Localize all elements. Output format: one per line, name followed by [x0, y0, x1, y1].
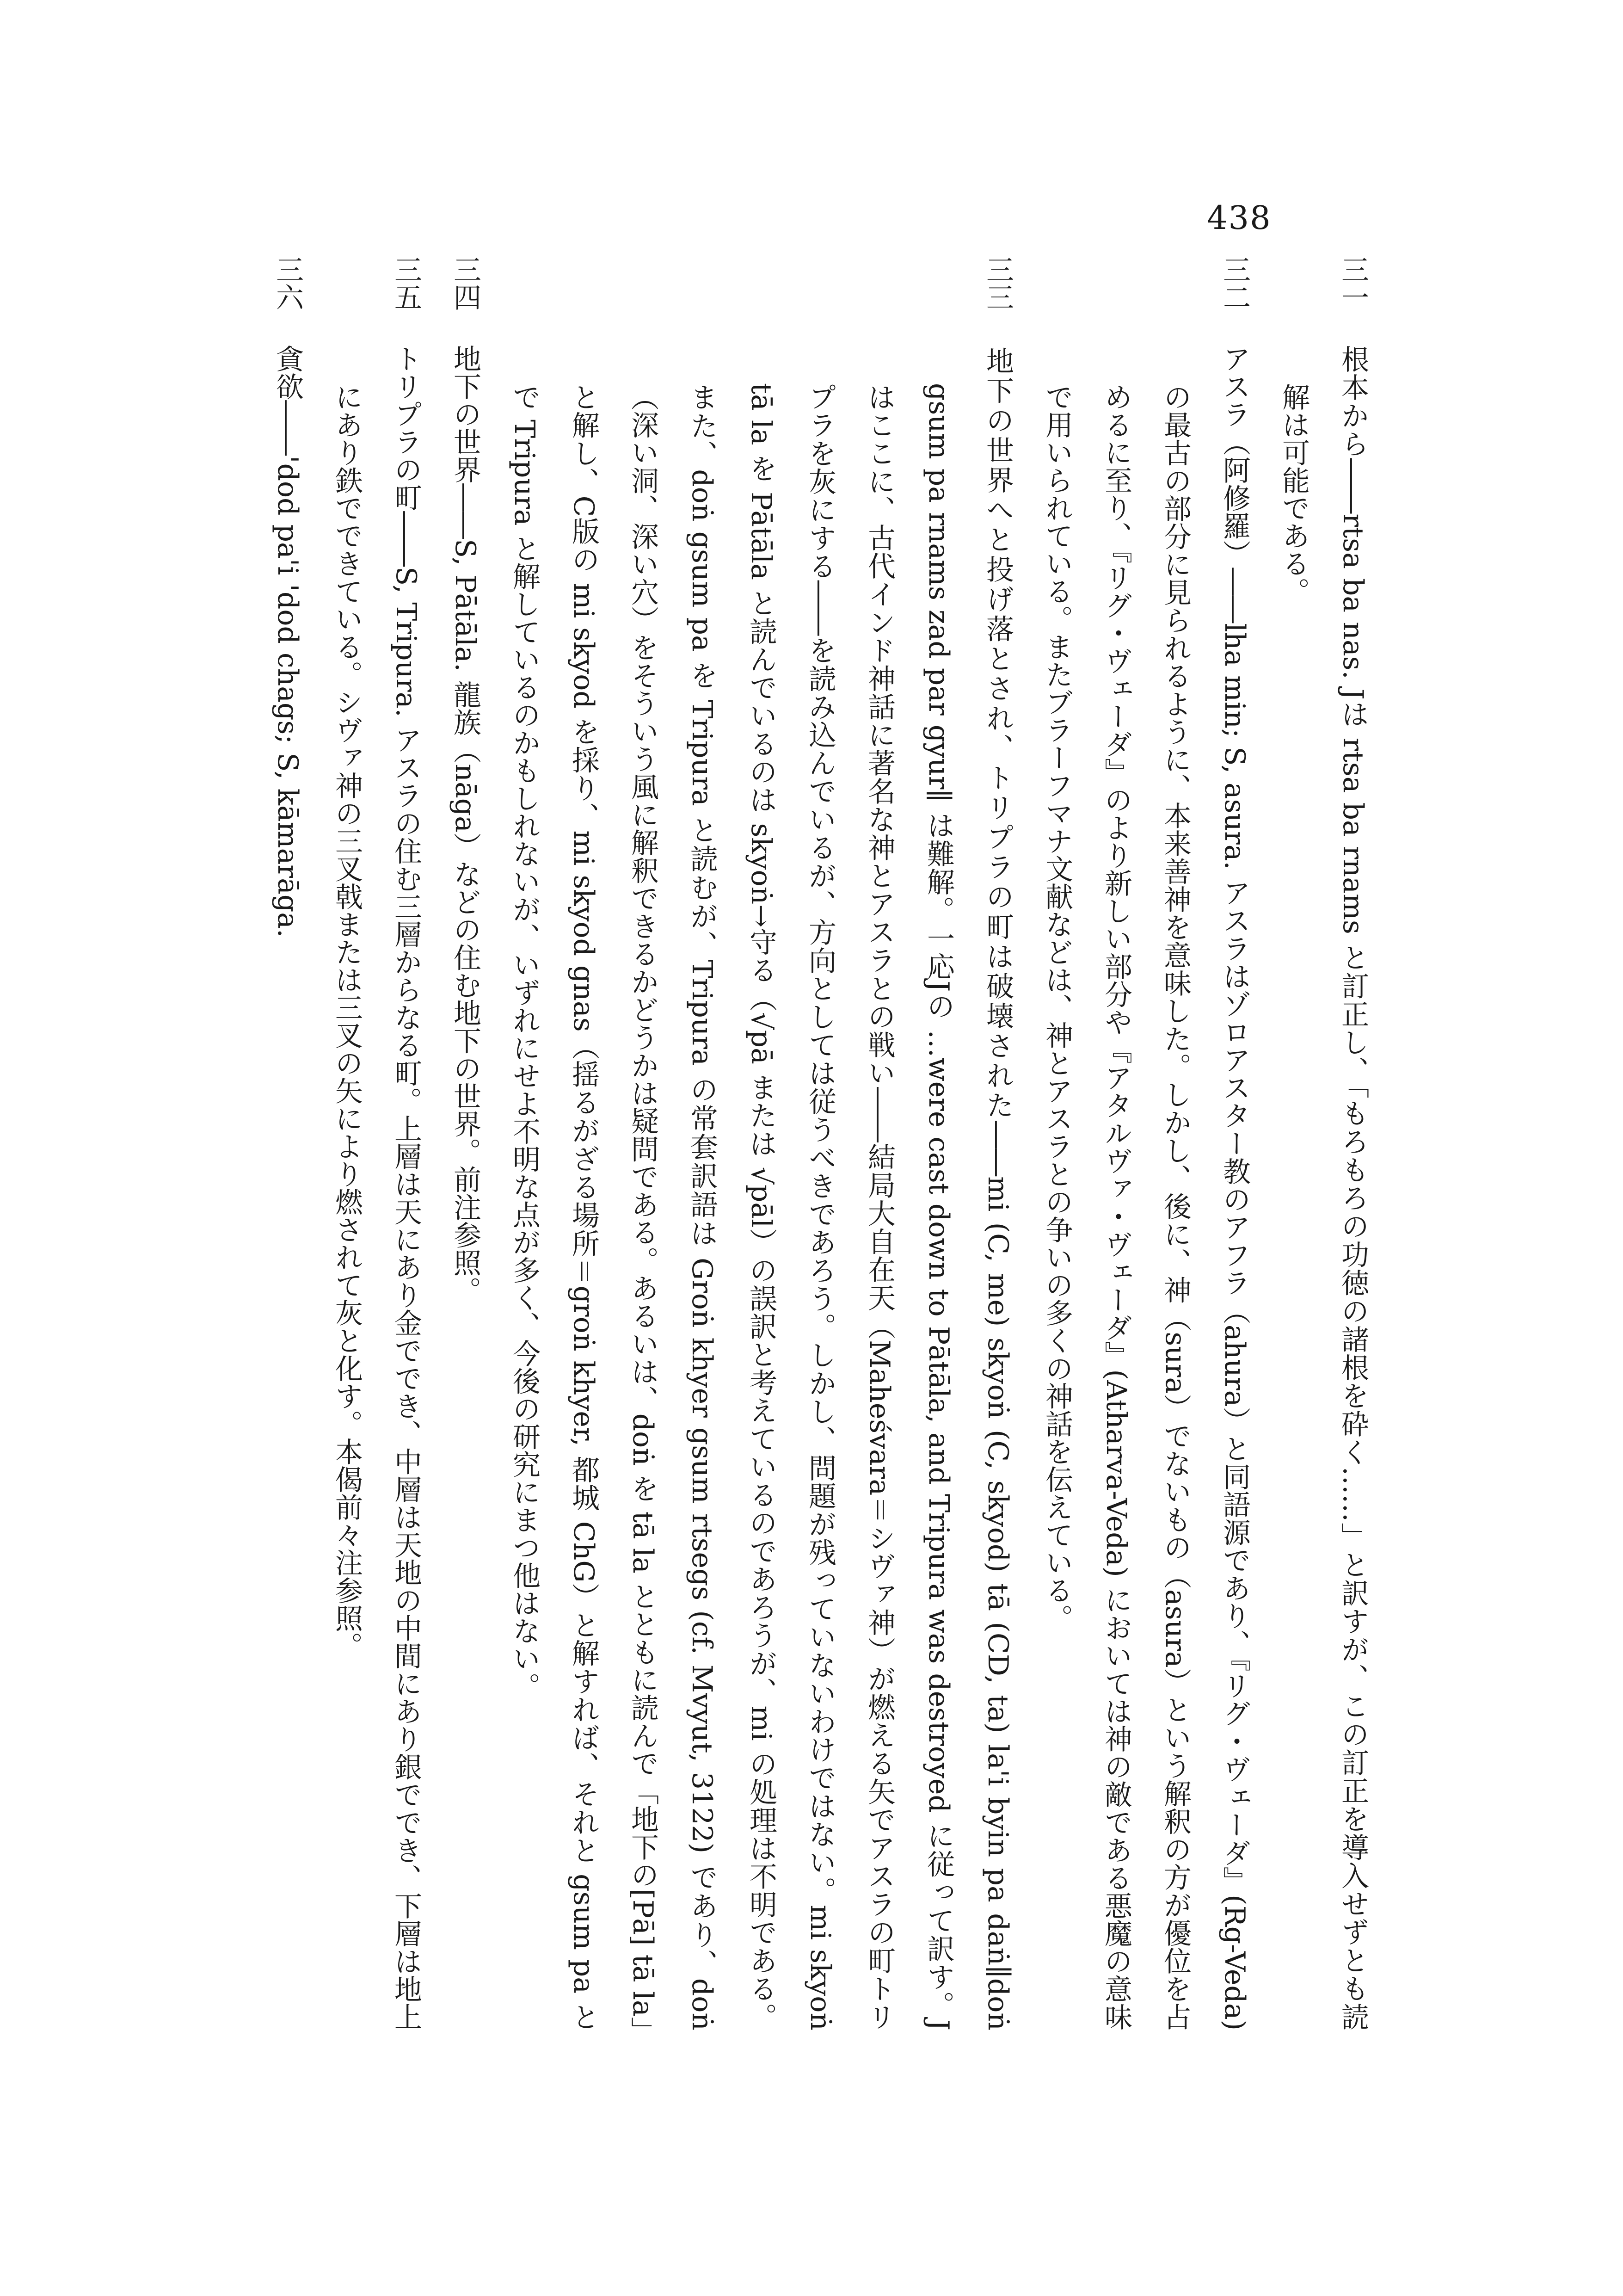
note: 三三 地下の世界へと投げ落とされ、トリプラの町は破壊された――mi (C, me) skyoṅ (C, skyod) tā (CD, ta) la'i byin pa daṅ∥doṅ gsum pa rnams zad par gyur∥ は難解。一応Jの …were cast down to Pātāla, and Tripura was destroyed に従って訳す。Jはここに、古代インド神話に著名な神とアスラとの戦い――結局大自在天（Maheśvara＝シヴァ神）が燃える矢でアスラの町トリプラを灰にする――を読み込んでいるが、方向としては従うべきであろう。しかし、問題が残っていないわけではない。mi skyoṅ tā la を Pātāla と読んでいるのは skyoṅ→守る（√pā または √pāl）の誤訳と考えているのであろうが、mi の処理は不明である。また、doṅ gsum pa を Tripura と読むが、Tripura の常套訳語は Groṅ khyer gsum rtsegs (cf. Mvyut, 3122) であり、doṅ（深い洞、深い穴）をそういう風に解釈できるかどうかは疑問である。あるいは、doṅ を tā la とともに読んで「地下の[Pā] tā la」と解し、C版の mi skyod を採り、mi skyod gnas（揺るがざる場所＝groṅ khyer, 都城 ChG）と解すれば、それと gsum pa とで Tripura と解しているのかもしれないが、いずれにせよ不明な点が多く、今後の研究にまつ他はない。: [508, 255, 1014, 2031]
note: 三四 地下の世界――S, Pātāla. 龍族（nāga）などの住む地下の世界。前注参照。: [449, 255, 481, 1304]
note: 三二 アスラ（阿修羅）――lha min; S, asura. アスラはゾロアスター教のアフラ（ahura）と同語源であり、『リグ・ヴェーダ』(Rg-Veda) の最古の部分に見られるように、本来善神を意味した。しかし、後に、神（sura）でないもの（asura）という解釈の方が優位を占めるに至り、『リグ・ヴェーダ』のより新しい部分や『アタルヴァ・ヴェーダ』(Atharva-Veda) においては神の敵である悪魔の意味で用いられている。またブラーフマナ文献などは、神とアスラとの争いの多くの神話を伝えている。: [1041, 255, 1251, 2031]
note: 三五 トリプラの町――S, Tripura. アスラの住む三層からなる町。上層は天にあり金ででき、中層は天地の中間にあり銀ででき、下層は地上にあり鉄でできている。シヴァ神の三叉戟または三叉の矢により燃されて灰と化す。本偈前々注参照。: [331, 255, 422, 2031]
page-number: 438: [1207, 199, 1272, 237]
note: 三一 根本から――rtsa ba nas. Jは rtsa ba rnams と訂正し、「もろもろの功徳の諸根を砕く……」と訳すが、この訂正を導入せずとも読解は可能である。: [1278, 255, 1369, 2031]
annotation-column-block: [258, 255, 1383, 2031]
note-text: 貪欲――'dod pa'i 'dod chags; S, kāmarāga.: [271, 345, 304, 938]
note-text: トリプラの町――S, Tripura. アスラの住む三層からなる町。上層は天にあり金ででき、中層は天地の中間にあり銀ででき、下層は地上にあり鉄でできている。シヴァ神の三叉戟または三叉の矢により燃されて灰と化す。本偈前々注参照。: [331, 345, 422, 2031]
note-text: 根本から――rtsa ba nas. Jは rtsa ba rnams と訂正し、「もろもろの功徳の諸根を砕く……」と訳すが、この訂正を導入せずとも読解は可能である。: [1278, 345, 1369, 2031]
note-text: 地下の世界――S, Pātāla. 龍族（nāga）などの住む地下の世界。前注参照。: [449, 345, 481, 1304]
note-text: アスラ（阿修羅）――lha min; S, asura. アスラはゾロアスター教のアフラ（ahura）と同語源であり、『リグ・ヴェーダ』(Rg-Veda) の最古の部分に見られるように、本来善神を意味した。しかし、後に、神（sura）でないもの（asura）という解釈の方が優位を占めるに至り、『リグ・ヴェーダ』のより新しい部分や『アタルヴァ・ヴェーダ』(Atharva-Veda) においては神の敵である悪魔の意味で用いられている。またブラーフマナ文献などは、神とアスラとの争いの多くの神話を伝えている。: [1041, 345, 1251, 2031]
note: 三六 貪欲――'dod pa'i 'dod chags; S, kāmarāga.: [271, 255, 304, 938]
note-text: 地下の世界へと投げ落とされ、トリプラの町は破壊された――mi (C, me) skyoṅ (C, skyod) tā (CD, ta) la'i byin pa daṅ∥doṅ gsum pa rnams zad par gyur∥ は難解。一応Jの …were cast down to Pātāla, and Tripura was destroyed に従って訳す。Jはここに、古代インド神話に著名な神とアスラとの戦い――結局大自在天（Maheśvara＝シヴァ神）が燃える矢でアスラの町トリプラを灰にする――を読み込んでいるが、方向としては従うべきであろう。しかし、問題が残っていないわけではない。mi skyoṅ tā la を Pātāla と読んでいるのは skyoṅ→守る（√pā または √pāl）の誤訳と考えているのであろうが、mi の処理は不明である。また、doṅ gsum pa を Tripura と読むが、Tripura の常套訳語は Groṅ khyer gsum rtsegs (cf. Mvyut, 3122) であり、doṅ（深い洞、深い穴）をそういう風に解釈できるかどうかは疑問である。あるいは、doṅ を tā la とともに読んで「地下の[Pā] tā la」と解し、C版の mi skyod を採り、mi skyod gnas（揺るがざる場所＝groṅ khyer, 都城 ChG）と解すれば、それと gsum pa とで Tripura と解しているのかもしれないが、いずれにせよ不明な点が多く、今後の研究にまつ他はない。: [508, 346, 1014, 2031]
